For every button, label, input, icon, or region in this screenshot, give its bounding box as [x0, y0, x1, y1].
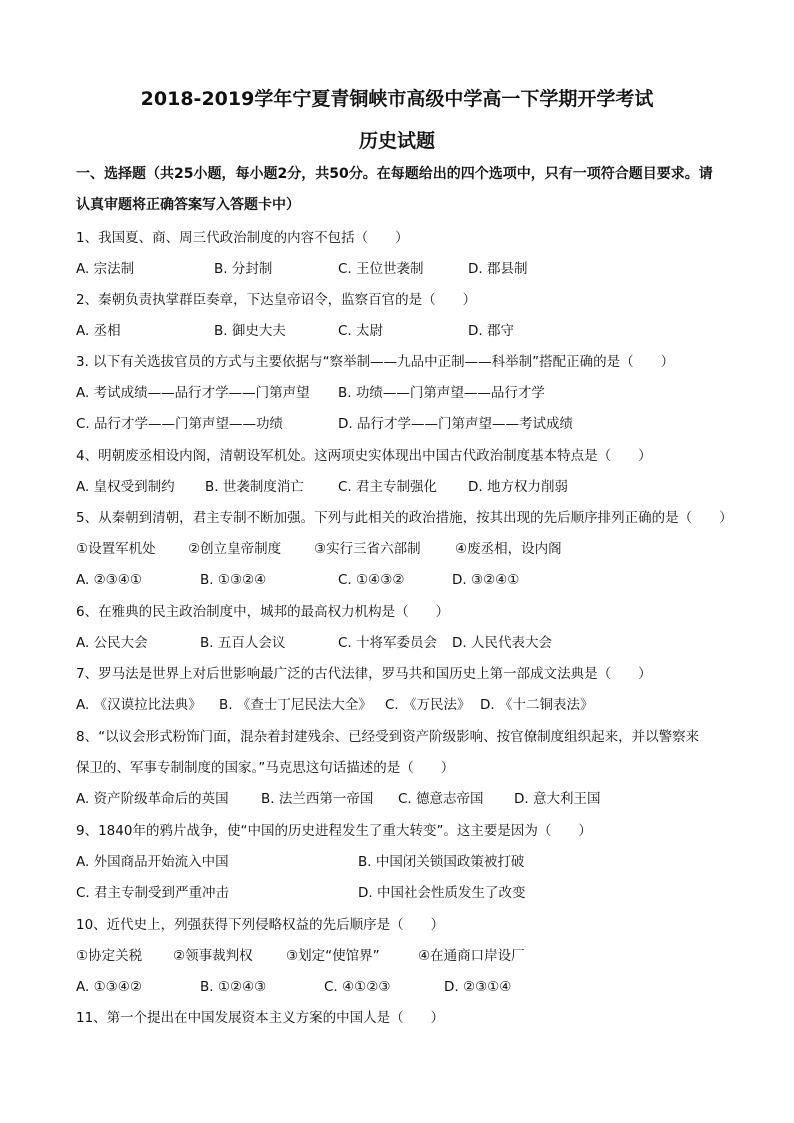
list-item: ②创立皇帝制度 [188, 541, 282, 557]
option-c: C. ④①②③ [324, 979, 391, 995]
question-stem-continued: 保卫的、军事专制制度的国家。”马克思这句话描述的是（ ） [76, 760, 455, 776]
question-stem: 11、第一个提出在中国发展资本主义方案的中国人是（ ） [76, 1010, 445, 1026]
option-b: B. 分封制 [214, 261, 273, 277]
question-stem: 1、我国夏、商、周三代政治制度的内容不包括（ ） [76, 230, 409, 246]
option-b: B. 御史大夫 [214, 323, 286, 339]
option-a: A. ①③④② [76, 979, 142, 995]
option-c: C. 王位世袭制 [338, 261, 424, 277]
option-a: A. 《汉谟拉比法典》 [76, 697, 202, 713]
option-c: C. ①④③② [338, 572, 405, 588]
option-d: D. 人民代表大会 [452, 635, 552, 651]
option-b: B. ①②④③ [200, 979, 267, 995]
question-stem: 2、秦朝负责执掌群臣奏章，下达皇帝诏令，监察百官的是（ ） [76, 292, 477, 308]
option-a: A. 丞相 [76, 323, 121, 339]
option-a: A. 考试成绩——品行才学——门第声望 [76, 385, 310, 401]
question-stem: 8、“以议会形式粉饰门面，混杂着封建残余、已经受到资产阶级影响、按官僚制度组织起来，并以警察来 [76, 729, 700, 745]
question-stem: 10、近代史上，列强获得下列侵略权益的先后顺序是（ ） [76, 917, 445, 933]
option-c: C. 君主专制强化 [338, 479, 438, 495]
option-c: C. 品行才学——门第声望——功绩 [76, 416, 284, 432]
question-stem: 5、从秦朝到清朝，君主专制不断加强。下列与此相关的政治措施，按其出现的先后顺序排列正确的是（ ） [76, 510, 733, 526]
option-b: B. ①③②④ [200, 572, 267, 588]
option-d: D. ②③①④ [444, 979, 512, 995]
option-d: D. ③②④① [452, 572, 520, 588]
exam-title: 2018-2019学年宁夏青铜峡市高级中学高一下学期开学考试 [140, 88, 654, 110]
section-instructions-line1: 一、选择题（共25小题，每小题2分，共50分。在每题给出的四个选项中，只有一项符合题目要求。请 [76, 166, 713, 182]
option-a: A. 宗法制 [76, 261, 135, 277]
option-c: C. 德意志帝国 [398, 791, 484, 807]
list-item: ③实行三省六部制 [314, 541, 421, 557]
option-b: B. 《查士丁尼民法大全》 [219, 697, 372, 713]
option-b: B. 法兰西第一帝国 [261, 791, 374, 807]
section-instructions-line2: 认真审题将正确答案写入答题卡中） [76, 197, 300, 213]
list-item: ④废丞相，设内阁 [455, 541, 562, 557]
question-stem: 3. 以下有关选拔官员的方式与主要依据与“察举制——九品中正制——科举制”搭配正确的是（ ） [76, 354, 675, 370]
option-c: C. 太尉 [338, 323, 384, 339]
option-c: C. 君主专制受到严重冲击 [76, 885, 230, 901]
option-d: D. 意大利王国 [514, 791, 601, 807]
question-stem: 7、罗马法是世界上对后世影响最广泛的古代法律，罗马共和国历史上第一部成文法典是（ ） [76, 666, 652, 682]
option-d: D. 地方权力削弱 [468, 479, 568, 495]
question-stem: 9、1840年的鸦片战争，使“中国的历史进程发生了重大转变”。这主要是因为（ ） [76, 823, 592, 839]
question-stem: 4、明朝废丞相设内阁，清朝设军机处。这两项史实体现出中国古代政治制度基本特点是（ ） [76, 448, 652, 464]
list-item: ③划定“使馆界” [286, 948, 380, 964]
option-a: A. 皇权受到制约 [76, 479, 175, 495]
option-a: A. 外国商品开始流入中国 [76, 854, 229, 870]
question-stem: 6、在雅典的民主政治制度中，城邦的最高权力机构是（ ） [76, 604, 450, 620]
option-d: D. 郡守 [468, 323, 514, 339]
option-d: D. 《十二铜表法》 [480, 697, 594, 713]
option-a: A. 公民大会 [76, 635, 148, 651]
option-b: B. 功绩——门第声望——品行才学 [338, 385, 545, 401]
list-item: ②领事裁判权 [173, 948, 253, 964]
option-d: D. 中国社会性质发生了改变 [358, 885, 526, 901]
option-b: B. 世袭制度消亡 [205, 479, 304, 495]
option-b: B. 中国闭关锁国政策被打破 [358, 854, 525, 870]
option-a: A. 资产阶级革命后的英国 [76, 791, 229, 807]
exam-subject: 历史试题 [358, 130, 435, 152]
option-d: D. 品行才学——门第声望——考试成绩 [338, 416, 573, 432]
option-c: C. 《万民法》 [385, 697, 471, 713]
option-b: B. 五百人会议 [200, 635, 286, 651]
option-a: A. ②③④① [76, 572, 142, 588]
option-d: D. 郡县制 [468, 261, 528, 277]
list-item: ①协定关税 [76, 948, 143, 964]
list-item: ①设置军机处 [76, 541, 156, 557]
option-c: C. 十将军委员会 [338, 635, 438, 651]
list-item: ④在通商口岸设厂 [418, 948, 525, 964]
